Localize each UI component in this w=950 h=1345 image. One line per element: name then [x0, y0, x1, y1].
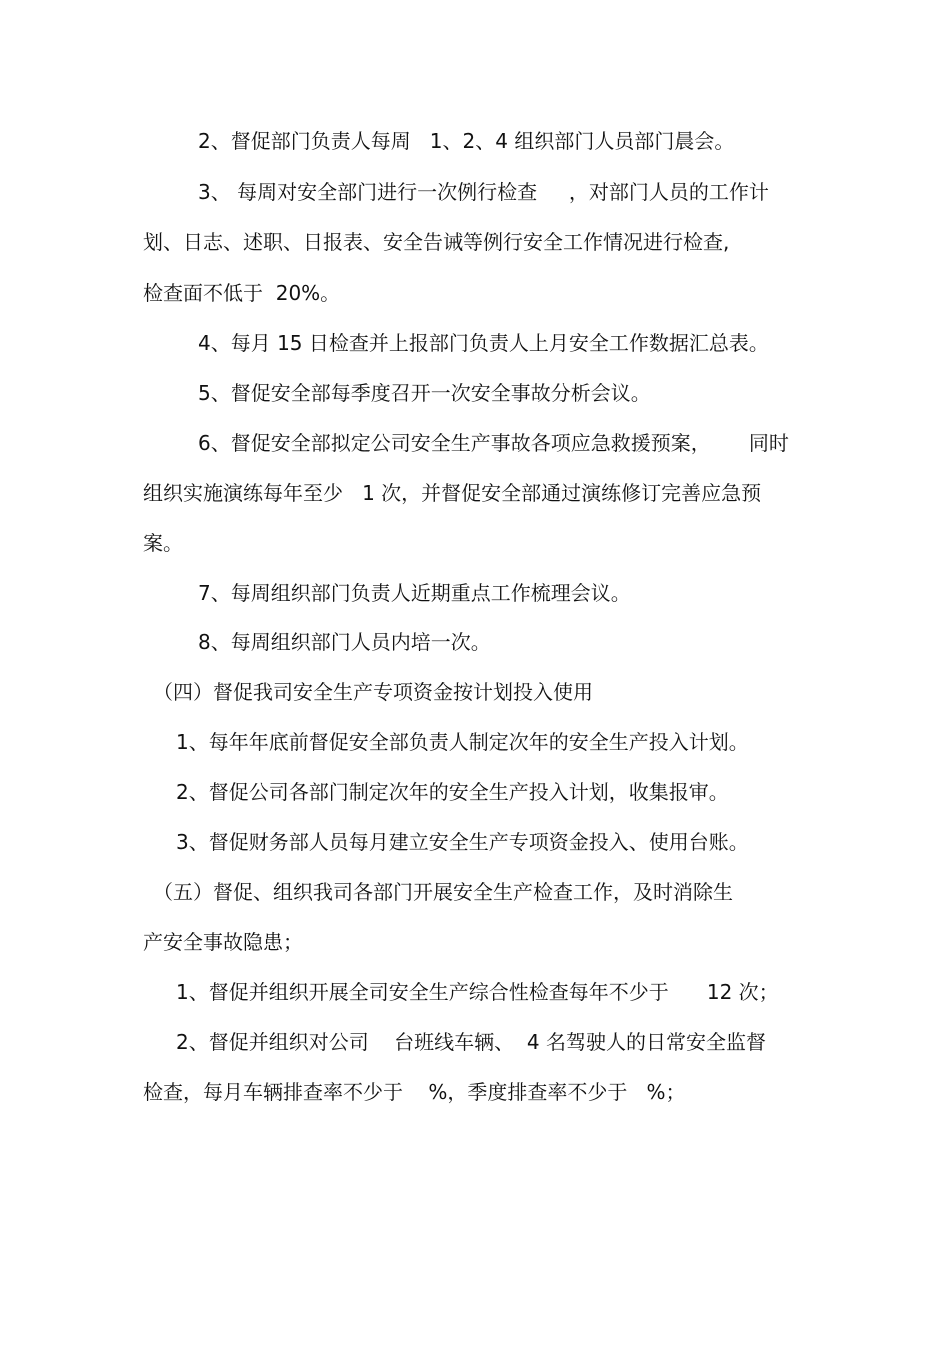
- paragraph-line-2: 3、 每周对安全部门进行一次例行检查 ，对部门人员的工作计: [198, 180, 769, 204]
- paragraph-line-1: 2、督促部门负责人每周 1、2、4 组织部门人员部门晨会。: [198, 129, 735, 153]
- paragraph-line-13: 1、每年年底前督促安全部负责人制定次年的安全生产投入计划。: [176, 730, 749, 754]
- paragraph-line-3: 划、日志、述职、日报表、安全告诫等例行安全工作情况进行检查,: [143, 230, 730, 254]
- section-heading-4: （四）督促我司安全生产专项资金按计划投入使用: [153, 680, 593, 704]
- section-heading-5: （五）督促、组织我司各部门开展安全生产检查工作，及时消除生: [153, 880, 733, 904]
- paragraph-line-19: 2、督促并组织对公司 台班线车辆、 4 名驾驶人的日常安全监督: [176, 1030, 766, 1054]
- paragraph-line-14: 2、督促公司各部门制定次年的安全生产投入计划，收集报审。: [176, 780, 729, 804]
- paragraph-line-4: 检查面不低于 20%。: [143, 281, 341, 305]
- paragraph-line-7: 6、督促安全部拟定公司安全生产事故各项应急救援预案， 同时: [198, 431, 789, 455]
- paragraph-line-5: 4、每月 15 日检查并上报部门负责人上月安全工作数据汇总表。: [198, 331, 769, 355]
- paragraph-line-17: 产安全事故隐患；: [143, 930, 303, 954]
- paragraph-line-11: 8、每周组织部门人员内培一次。: [198, 630, 491, 654]
- paragraph-line-15: 3、督促财务部人员每月建立安全生产专项资金投入、使用台账。: [176, 830, 749, 854]
- paragraph-line-18: 1、督促并组织开展全司安全生产综合性检查每年不少于 12 次；: [176, 980, 779, 1004]
- paragraph-line-10: 7、每周组织部门负责人近期重点工作梳理会议。: [198, 581, 631, 605]
- paragraph-line-6: 5、督促安全部每季度召开一次安全事故分析会议。: [198, 381, 651, 405]
- paragraph-line-8: 组织实施演练每年至少 1 次，并督促安全部通过演练修订完善应急预: [143, 481, 762, 505]
- paragraph-line-20: 检查，每月车辆排查率不少于 %，季度排查率不少于 %；: [143, 1080, 686, 1104]
- paragraph-line-9: 案。: [143, 531, 183, 555]
